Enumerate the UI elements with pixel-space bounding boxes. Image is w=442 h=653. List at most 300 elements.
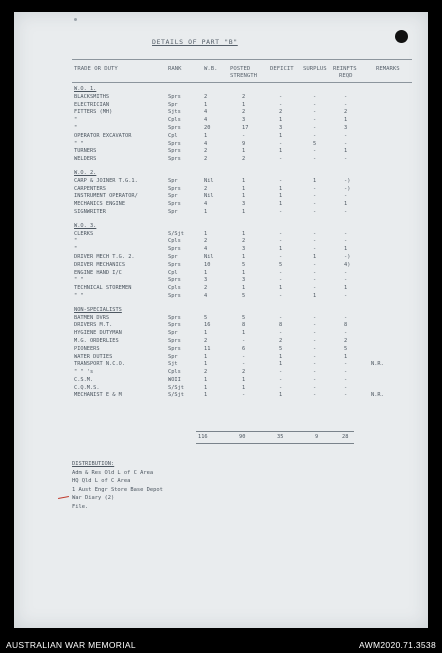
cell-reinfts: - [344, 384, 348, 391]
section-heading: W.O. 3. [74, 222, 97, 229]
totals-top-rule [196, 431, 354, 432]
table-row [72, 254, 412, 262]
cell-rank: Sprs [168, 124, 181, 131]
cell-rank: Cpls [168, 117, 181, 124]
cell-trade: DRIVER MECH T.G. 2. [74, 253, 135, 260]
cell-surplus: 1 [313, 253, 317, 260]
total-surplus: 9 [315, 434, 319, 440]
table-row [72, 148, 412, 156]
cell-trade: SIGNWRITER [74, 208, 106, 215]
cell-surplus: 5 [313, 140, 317, 147]
cell-wb: 4 [204, 109, 208, 116]
cell-wb: 1 [204, 376, 208, 383]
cell-surplus: - [313, 246, 317, 253]
cell-surplus: - [313, 230, 317, 237]
footer-accession-number: AWM2020.71.3538 [359, 640, 436, 650]
table-row [72, 377, 412, 385]
cell-reinfts: - [344, 140, 348, 147]
cell-deficit: - [279, 238, 283, 245]
cell-wb: 2 [204, 93, 208, 100]
cell-wb: 10 [204, 261, 211, 268]
cell-posted: - [242, 361, 246, 368]
cell-deficit: 1 [279, 201, 283, 208]
cell-trade: " [74, 117, 78, 124]
cell-posted: 8 [242, 322, 246, 329]
cell-trade: BLACKSMITHS [74, 93, 110, 100]
table-row [72, 141, 412, 149]
cell-deficit: - [279, 208, 283, 215]
cell-rank: Cpl [168, 269, 178, 276]
staple-mark [74, 18, 77, 21]
cell-trade: HYGIENE DUTYMAN [74, 330, 122, 337]
cell-rank: Sprs [168, 277, 181, 284]
cell-deficit: 5 [279, 261, 283, 268]
header-posted-line2: STRENGTH [230, 73, 257, 79]
cell-rank: Spr [168, 253, 178, 260]
cell-reinfts: 4) [344, 261, 351, 268]
cell-wb: 1 [204, 353, 208, 360]
cell-deficit: - [279, 230, 283, 237]
cell-surplus: - [313, 185, 317, 192]
cell-trade: CARPENTERS [74, 185, 106, 192]
cell-posted: 5 [242, 261, 246, 268]
cell-posted: 2 [242, 109, 246, 116]
cell-rank: Sprs [168, 292, 181, 299]
cell-wb: 2 [204, 369, 208, 376]
cell-trade: CARP & JOINER T.G.1. [74, 177, 138, 184]
cell-reinfts: - [344, 208, 348, 215]
cell-surplus: - [313, 132, 317, 139]
distribution-item: File. [72, 503, 89, 510]
cell-deficit: 8 [279, 322, 283, 329]
cell-posted: 3 [242, 277, 246, 284]
total-posted: 90 [239, 434, 246, 440]
cell-rank: S/Sjt [168, 230, 184, 237]
cell-reinfts: - [344, 156, 348, 163]
section-heading-row [72, 86, 412, 94]
cell-posted: 1 [242, 193, 246, 200]
cell-posted: 5 [242, 292, 246, 299]
cell-surplus: - [313, 101, 317, 108]
cell-rank: Sprs [168, 93, 181, 100]
section-heading: NON-SPECIALISTS [74, 306, 122, 313]
cell-deficit: - [279, 314, 283, 321]
cell-surplus: - [313, 361, 317, 368]
cell-reinfts: 1 [344, 148, 348, 155]
cell-trade: WELDERS [74, 156, 97, 163]
cell-posted: 1 [242, 177, 246, 184]
cell-deficit: 1 [279, 361, 283, 368]
cell-wb: 4 [204, 292, 208, 299]
table-row [72, 392, 412, 400]
cell-surplus: - [313, 345, 317, 352]
cell-posted: 2 [242, 369, 246, 376]
table-row [72, 238, 412, 246]
cell-surplus: - [313, 124, 317, 131]
cell-posted: 1 [242, 148, 246, 155]
cell-posted: 1 [242, 230, 246, 237]
cell-deficit: 1 [279, 353, 283, 360]
header-reinfts-line1: REINFTS [333, 66, 357, 72]
cell-rank: Sjts [168, 109, 181, 116]
table-row [72, 193, 412, 201]
table-row [72, 125, 412, 133]
cell-deficit: - [279, 277, 283, 284]
cell-rank: Sprs [168, 148, 181, 155]
cell-surplus: - [313, 337, 317, 344]
table-row [72, 270, 412, 278]
cell-reinfts: - [344, 132, 348, 139]
cell-surplus: - [313, 156, 317, 163]
cell-reinfts: - [344, 277, 348, 284]
cell-trade: TURNERS [74, 148, 97, 155]
cell-posted: 1 [242, 208, 246, 215]
cell-rank: Sprs [168, 322, 181, 329]
header-deficit: DEFICIT [270, 66, 294, 72]
cell-posted: 3 [242, 117, 246, 124]
cell-reinfts: - [344, 93, 348, 100]
cell-trade: " [74, 246, 78, 253]
cell-deficit: - [279, 101, 283, 108]
cell-wb: 3 [204, 277, 208, 284]
section-heading: W.O. 2. [74, 169, 97, 176]
cell-surplus: 1 [313, 292, 317, 299]
cell-surplus: - [313, 148, 317, 155]
cell-wb: 2 [204, 285, 208, 292]
cell-surplus: - [313, 330, 317, 337]
cell-surplus: - [313, 269, 317, 276]
header-reinfts-line2: REQD [339, 73, 353, 79]
cell-rank: S/Sjt [168, 392, 184, 399]
cell-wb: Nil [204, 253, 214, 260]
header-trade: TRADE OR DUTY [74, 66, 118, 72]
cell-reinfts: - [344, 369, 348, 376]
section-heading-row [72, 307, 412, 315]
cell-trade: CLERKS [74, 230, 94, 237]
header-surplus: SURPLUS [303, 66, 327, 72]
cell-posted: 1 [242, 101, 246, 108]
cell-wb: 1 [204, 269, 208, 276]
table-row [72, 338, 412, 346]
cell-trade: MECHANICS ENGINE [74, 201, 126, 208]
table-row [72, 385, 412, 393]
cell-deficit: - [279, 330, 283, 337]
cell-surplus: - [313, 277, 317, 284]
cell-posted: 1 [242, 376, 246, 383]
cell-rank: Cpls [168, 238, 181, 245]
cell-rank: Spr [168, 177, 178, 184]
cell-trade: FITTERS (MH) [74, 109, 113, 116]
section-heading: W.O. 1. [74, 86, 97, 92]
cell-trade: " [74, 124, 78, 131]
cell-reinfts: - [344, 292, 348, 299]
cell-surplus: - [313, 261, 317, 268]
cell-rank: Sprs [168, 337, 181, 344]
cell-rank: S/Sjt [168, 384, 184, 391]
distribution-item: War Diary (2) [72, 495, 115, 502]
cell-reinfts: 2 [344, 337, 348, 344]
total-wb: 116 [198, 434, 208, 440]
cell-deficit: 2 [279, 109, 283, 116]
header-rank: RANK [168, 66, 182, 72]
footer-source: AUSTRALIAN WAR MEMORIAL [6, 640, 136, 650]
cell-surplus: - [313, 117, 317, 124]
cell-surplus: - [313, 238, 317, 245]
cell-trade: " [74, 238, 78, 245]
cell-reinfts: 1 [344, 353, 348, 360]
cell-reinfts: 8 [344, 322, 348, 329]
cell-rank: Sprs [168, 185, 181, 192]
section-heading-row [72, 223, 412, 231]
section-heading-row [72, 170, 412, 178]
cell-deficit: 1 [279, 193, 283, 200]
cell-deficit: 2 [279, 337, 283, 344]
table-row [72, 285, 412, 293]
cell-trade: MECHANIST E & M [74, 392, 122, 399]
cell-wb: Nil [204, 177, 214, 184]
cell-reinfts: -) [344, 185, 351, 192]
distribution-item: HQ Qld L of C Area [72, 478, 131, 485]
cell-wb: 16 [204, 322, 211, 329]
cell-rank: Sprs [168, 140, 181, 147]
cell-reinfts: 5 [344, 345, 348, 352]
cell-surplus: - [313, 201, 317, 208]
cell-posted: - [242, 353, 246, 360]
cell-rank: WOII [168, 376, 181, 383]
cell-surplus: - [313, 285, 317, 292]
cell-surplus: - [313, 314, 317, 321]
table-row [72, 346, 412, 354]
cell-reinfts: 1 [344, 246, 348, 253]
cell-trade: " " [74, 277, 84, 284]
table-row [72, 361, 412, 369]
cell-reinfts: - [344, 376, 348, 383]
cell-trade: BATMEN DVRS [74, 314, 110, 321]
table-row [72, 354, 412, 362]
cell-rank: Sprs [168, 314, 181, 321]
cell-trade: " " 's [74, 369, 94, 376]
table-row [72, 262, 412, 270]
table-row [72, 156, 412, 164]
cell-reinfts: 1 [344, 285, 348, 292]
cell-wb: 1 [204, 230, 208, 237]
distribution-list [72, 460, 163, 512]
cell-reinfts: -) [344, 253, 351, 260]
cell-trade: DRIVERS M.T. [74, 322, 113, 329]
cell-rank: Cpls [168, 369, 181, 376]
cell-deficit: 1 [279, 392, 283, 399]
cell-surplus: - [313, 392, 317, 399]
table-row [72, 201, 412, 209]
cell-deficit: - [279, 253, 283, 260]
cell-wb: 2 [204, 148, 208, 155]
distribution-heading: DISTRIBUTION: [72, 461, 115, 467]
cell-deficit: 1 [279, 148, 283, 155]
cell-reinfts: - [344, 193, 348, 200]
cell-trade: WATER DUTIES [74, 353, 113, 360]
cell-wb: 2 [204, 185, 208, 192]
cell-surplus: - [313, 109, 317, 116]
cell-surplus: - [313, 369, 317, 376]
cell-posted: - [242, 132, 246, 139]
cell-deficit: 1 [279, 132, 283, 139]
cell-reinfts: - [344, 269, 348, 276]
cell-deficit: - [279, 156, 283, 163]
cell-posted: 1 [242, 330, 246, 337]
cell-trade: C.S.M. [74, 376, 94, 383]
cell-reinfts: - [344, 314, 348, 321]
cell-trade: ELECTRICIAN [74, 101, 110, 108]
cell-surplus: - [313, 384, 317, 391]
cell-remarks: N.R. [371, 361, 384, 368]
table-row [72, 231, 412, 239]
cell-reinfts: 2 [344, 109, 348, 116]
cell-deficit: 1 [279, 246, 283, 253]
header-reinfts [333, 66, 357, 80]
cell-rank: Spr [168, 330, 178, 337]
cell-rank: Sprs [168, 246, 181, 253]
header-top-rule [72, 59, 412, 60]
table-row [72, 277, 412, 285]
cell-trade: M.G. ORDERLIES [74, 337, 119, 344]
cell-trade: " " [74, 292, 84, 299]
total-deficit: 35 [277, 434, 284, 440]
header-posted [230, 66, 257, 80]
cell-posted: 3 [242, 201, 246, 208]
cell-posted: 9 [242, 140, 246, 147]
cell-wb: 4 [204, 246, 208, 253]
table-row [72, 209, 412, 217]
cell-deficit: 1 [279, 285, 283, 292]
cell-surplus: - [313, 208, 317, 215]
cell-deficit: 5 [279, 345, 283, 352]
punch-hole [395, 30, 408, 43]
cell-posted: 3 [242, 246, 246, 253]
cell-trade: PIONEERS [74, 345, 100, 352]
cell-wb: 4 [204, 140, 208, 147]
cell-deficit: - [279, 177, 283, 184]
cell-deficit: - [279, 384, 283, 391]
table-row [72, 330, 412, 338]
cell-posted: 1 [242, 269, 246, 276]
cell-reinfts: - [344, 101, 348, 108]
header-remarks: REMARKS [376, 66, 400, 72]
cell-deficit: - [279, 376, 283, 383]
cell-wb: 20 [204, 124, 211, 131]
cell-rank: Spr [168, 353, 178, 360]
cell-rank: Spr [168, 208, 178, 215]
cell-posted: 6 [242, 345, 246, 352]
cell-wb: 2 [204, 337, 208, 344]
cell-surplus: - [313, 353, 317, 360]
table-row [72, 315, 412, 323]
cell-wb: 5 [204, 314, 208, 321]
cell-reinfts: - [344, 330, 348, 337]
table-row [72, 369, 412, 377]
cell-deficit: - [279, 369, 283, 376]
cell-trade: TECHNICAL STOREMEN [74, 285, 132, 292]
cell-wb: 1 [204, 361, 208, 368]
totals-bottom-rule [196, 443, 354, 444]
table-row [72, 246, 412, 254]
cell-surplus: - [313, 322, 317, 329]
cell-rank: Cpls [168, 285, 181, 292]
cell-reinfts: 1 [344, 117, 348, 124]
cell-wb: 1 [204, 384, 208, 391]
header-bottom-rule [72, 82, 412, 83]
document-title: DETAILS OF PART "B" [152, 38, 238, 46]
cell-posted: 1 [242, 285, 246, 292]
table-row [72, 102, 412, 110]
cell-deficit: 1 [279, 185, 283, 192]
cell-rank: Spr [168, 101, 178, 108]
cell-posted: 1 [242, 253, 246, 260]
cell-trade: INSTRUMENT OPERATOR/ [74, 193, 138, 200]
cell-reinfts: -) [344, 177, 351, 184]
table-row [72, 117, 412, 125]
cell-surplus: - [313, 93, 317, 100]
cell-reinfts: - [344, 392, 348, 399]
table-row [72, 133, 412, 141]
cell-reinfts: - [344, 361, 348, 368]
cell-remarks: N.R. [371, 392, 384, 399]
cell-posted: 1 [242, 384, 246, 391]
header-posted-line1: POSTED [230, 66, 251, 72]
details-table [72, 86, 412, 400]
cell-wb: 1 [204, 330, 208, 337]
cell-wb: Nil [204, 193, 214, 200]
cell-trade: C.Q.M.S. [74, 384, 100, 391]
cell-rank: Sprs [168, 261, 181, 268]
distribution-item: Adm & Res Old L of C Area [72, 469, 154, 476]
cell-posted: 2 [242, 238, 246, 245]
cell-posted: 2 [242, 93, 246, 100]
cell-wb: 1 [204, 208, 208, 215]
cell-deficit: - [279, 292, 283, 299]
cell-posted: 5 [242, 314, 246, 321]
total-reinfts: 28 [342, 434, 349, 440]
cell-posted: - [242, 337, 246, 344]
cell-rank: Sprs [168, 156, 181, 163]
cell-posted: 1 [242, 185, 246, 192]
cell-trade: DRIVER MECHANICS [74, 261, 126, 268]
cell-reinfts: 1 [344, 201, 348, 208]
cell-wb: 4 [204, 117, 208, 124]
cell-wb: 1 [204, 132, 208, 139]
cell-rank: Cpl [168, 132, 178, 139]
table-row [72, 178, 412, 186]
cell-deficit: - [279, 93, 283, 100]
cell-wb: 2 [204, 156, 208, 163]
table-row [72, 293, 412, 301]
cell-rank: Sjt [168, 361, 178, 368]
cell-surplus: - [313, 376, 317, 383]
cell-trade: " " [74, 140, 84, 147]
cell-reinfts: 3 [344, 124, 348, 131]
table-row [72, 109, 412, 117]
table-row [72, 322, 412, 330]
table-row [72, 94, 412, 102]
cell-deficit: - [279, 269, 283, 276]
cell-posted: 17 [242, 124, 249, 131]
cell-rank: Sprs [168, 201, 181, 208]
cell-deficit: - [279, 140, 283, 147]
cell-surplus: 1 [313, 177, 317, 184]
cell-deficit: 3 [279, 124, 283, 131]
cell-rank: Spr [168, 193, 178, 200]
cell-rank: Sprs [168, 345, 181, 352]
cell-trade: ENGINE HAND I/C [74, 269, 122, 276]
